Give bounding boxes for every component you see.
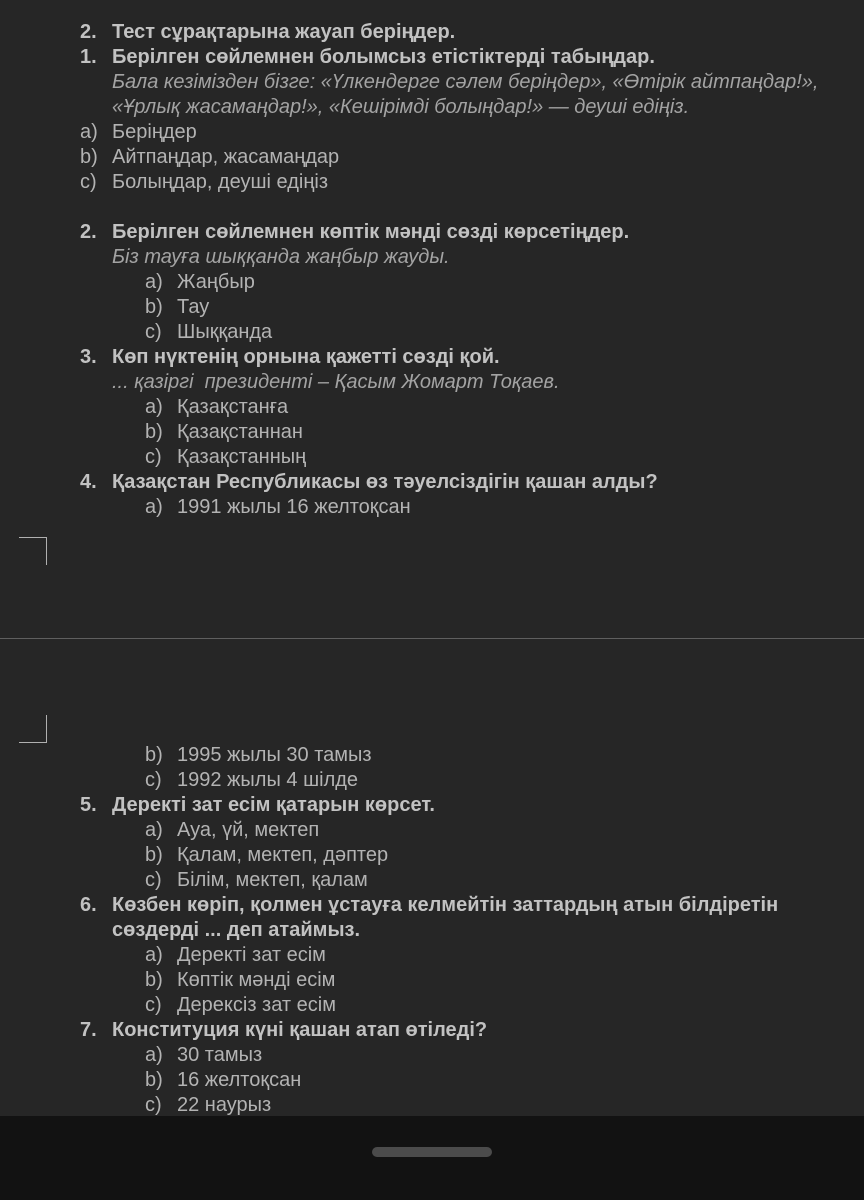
option-text: Қазақстанға xyxy=(177,396,289,418)
question-5-option-a xyxy=(145,818,320,843)
option-letter: c) xyxy=(145,869,162,891)
option-text: 22 наурыз xyxy=(177,1094,272,1116)
question-5-option-c xyxy=(145,868,368,893)
option-letter: c) xyxy=(145,769,162,791)
home-indicator-handle[interactable] xyxy=(372,1147,492,1157)
question-text: Көп нүктенің орнына қажетті сөзді қой. xyxy=(112,346,500,368)
question-4 xyxy=(80,470,658,495)
option-letter: c) xyxy=(145,1094,162,1116)
option-letter: a) xyxy=(145,271,163,293)
question-3-example: ... қазіргі президенті – Қасым Жомарт Тоқаев. xyxy=(112,371,560,393)
page-corner-marker-bottom xyxy=(19,537,47,565)
option-letter: a) xyxy=(80,121,98,143)
question-2-example: Біз тауға шыққанда жаңбыр жауды. xyxy=(112,246,450,268)
question-number: 6. xyxy=(80,894,97,916)
option-text: Қазақстанның xyxy=(177,446,307,468)
question-1 xyxy=(80,45,655,70)
question-4-option-c xyxy=(145,768,359,793)
option-letter: b) xyxy=(145,969,163,991)
option-letter: a) xyxy=(145,944,163,966)
option-text: Тау xyxy=(177,296,210,318)
question-2-option-b xyxy=(145,295,210,320)
question-6-text-line-2: сөздерді ... деп атаймыз. xyxy=(112,919,361,941)
question-text: Деректі зат есім қатарын көрсет. xyxy=(112,794,435,816)
option-text: Білім, мектеп, қалам xyxy=(177,869,368,891)
page-corner-marker-top xyxy=(19,715,47,743)
option-letter: a) xyxy=(145,496,163,518)
question-text: Берілген сөйлемнен көптік мәнді сөзді көрсетіңдер. xyxy=(112,221,630,243)
question-4-option-a xyxy=(145,495,411,520)
option-letter: a) xyxy=(145,396,163,418)
title-number: 2. xyxy=(80,21,97,43)
option-text: Болыңдар, деуші едіңіз xyxy=(112,171,328,193)
option-text: Деректі зат есім xyxy=(177,944,326,966)
question-1-option-a xyxy=(80,120,197,145)
question-7 xyxy=(80,1018,488,1043)
question-1-quote-line-2: «Ұрлық жасамаңдар!», «Кешірімді болыңдар!» — деуші едіңіз. xyxy=(112,96,690,118)
option-text: Айтпаңдар, жасамаңдар xyxy=(112,146,340,168)
question-number: 7. xyxy=(80,1019,97,1041)
question-6-option-c xyxy=(145,993,336,1018)
option-letter: b) xyxy=(145,1069,163,1091)
question-1-quote-line-1: Бала кезімізден бізге: «Үлкендерге сәлем беріңдер», «Өтірік айтпаңдар!», xyxy=(112,71,819,93)
question-7-option-c xyxy=(145,1093,272,1118)
option-letter: b) xyxy=(145,744,163,766)
question-5 xyxy=(80,793,435,818)
option-text: Көптік мәнді есім xyxy=(177,969,336,991)
question-2 xyxy=(80,220,630,245)
question-2-option-c xyxy=(145,320,273,345)
question-6 xyxy=(80,893,779,918)
option-text: Ауа, үй, мектеп xyxy=(177,819,320,841)
question-7-option-b xyxy=(145,1068,302,1093)
question-1-option-c xyxy=(80,170,328,195)
option-text: Дерексіз зат есім xyxy=(177,994,336,1016)
option-text: 16 желтоқсан xyxy=(177,1069,302,1091)
question-number: 4. xyxy=(80,471,97,493)
option-text: 1991 жылы 16 желтоқсан xyxy=(177,496,411,518)
option-text: Қалам, мектеп, дәптер xyxy=(177,844,389,866)
option-letter: b) xyxy=(80,146,98,168)
option-letter: c) xyxy=(145,446,162,468)
question-1-option-b xyxy=(80,145,340,170)
question-4-option-b xyxy=(145,743,372,768)
option-text: 1992 жылы 4 шілде xyxy=(177,769,359,791)
question-3-option-a xyxy=(145,395,289,420)
question-6-option-a xyxy=(145,943,326,968)
test-title xyxy=(80,20,456,45)
question-number: 1. xyxy=(80,46,97,68)
question-5-option-b xyxy=(145,843,389,868)
option-letter: c) xyxy=(80,171,97,193)
document-page-2 xyxy=(0,640,864,1116)
page-break-divider xyxy=(0,638,864,639)
question-3-option-b xyxy=(145,420,303,445)
option-text: Беріңдер xyxy=(112,121,197,143)
option-text: 30 тамыз xyxy=(177,1044,263,1066)
option-text: Жаңбыр xyxy=(177,271,255,293)
question-number: 3. xyxy=(80,346,97,368)
option-letter: c) xyxy=(145,321,162,343)
question-3 xyxy=(80,345,500,370)
option-letter: a) xyxy=(145,819,163,841)
option-text: 1995 жылы 30 тамыз xyxy=(177,744,372,766)
question-text: Конституция күні қашан атап өтіледі? xyxy=(112,1019,488,1041)
question-text: Қазақстан Республикасы өз тәуелсіздігін қашан алды? xyxy=(112,471,658,493)
question-6-option-b xyxy=(145,968,336,993)
question-text-line-1: Көзбен көріп, қолмен ұстауға келмейтін заттардың атын білдіретін xyxy=(112,894,779,916)
option-letter: b) xyxy=(145,421,163,443)
option-text: Шыққанда xyxy=(177,321,273,343)
question-number: 2. xyxy=(80,221,97,243)
system-navigation-bar xyxy=(0,1116,864,1200)
option-letter: b) xyxy=(145,296,163,318)
option-letter: c) xyxy=(145,994,162,1016)
question-text: Берілген сөйлемнен болымсыз етістіктерді табыңдар. xyxy=(112,46,655,68)
question-2-option-a xyxy=(145,270,255,295)
option-letter: a) xyxy=(145,1044,163,1066)
option-letter: b) xyxy=(145,844,163,866)
question-7-option-a xyxy=(145,1043,263,1068)
title-text: Тест сұрақтарына жауап беріңдер. xyxy=(112,21,456,43)
question-number: 5. xyxy=(80,794,97,816)
option-text: Қазақстаннан xyxy=(177,421,303,443)
question-3-option-c xyxy=(145,445,307,470)
